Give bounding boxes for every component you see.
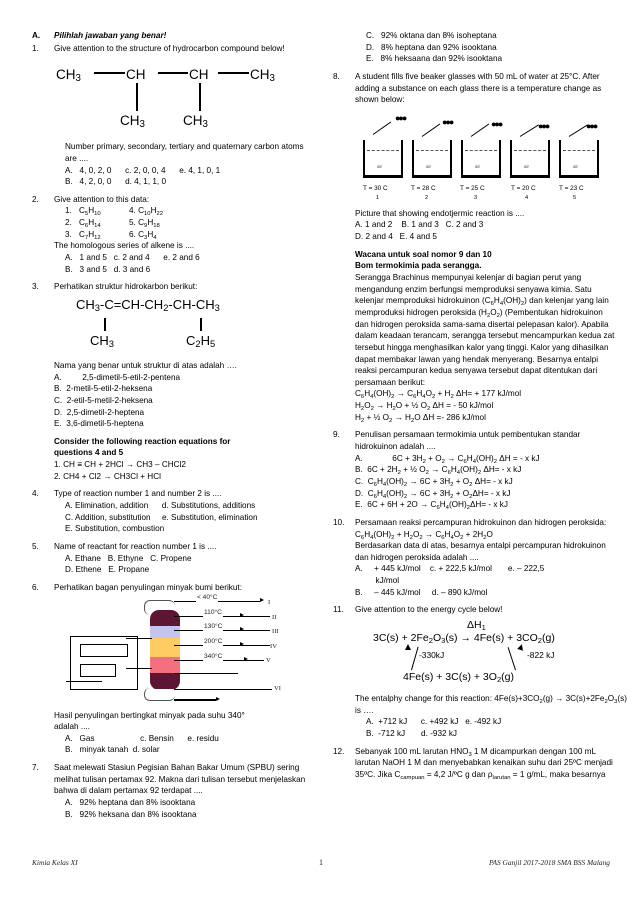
question-7-options [54, 797, 315, 820]
top-vapor-line [144, 600, 175, 615]
question-11-prompt: The entalphy change for this reaction: $4Fe(s)+3CO_2(g) \to 3C(s)+2Fe_2O_3(s)$ is …. [355, 693, 627, 715]
beaker-3 [461, 140, 501, 178]
fraction-temp-4: 200°C [204, 637, 223, 645]
question-6 [32, 582, 315, 756]
arrow-head-2 [240, 613, 244, 617]
question-5 [32, 541, 315, 576]
water-level-line [416, 150, 448, 151]
passage-body: Serangga Brachinus mempunyai kelenjar di bagian perut yang mengandung enzim berfungsi memproduksi senyawa kimia. Satu kelenjar memproduksi hidrokuinon $(C_6H_4(OH)_2)$ dan kelenjar yang lain memproduksi hidrogen peroksida $(H_2O_2)$ (Pembentukan hidrokuinon dan hidrogen peroksida sama-sama disertai pelepasan kalor). Apabila dalam keadaan terancam, serangga tersebut mencampurkan kedua zat tersebut hingga menghasilkan kalor yang tinggi. Kalor yang dihasilkan dapat membakar lawan yang hendak menyerang. Besarnya entalpi reaksi percampuran kedua senyawa tersebut dapat ditentukan dari persamaan berikut: [355, 273, 615, 387]
option-row[interactable]: A. 4, 0, 2, 0 c. 2, 0, 0, 4 e. 4, 1, 0, 1 [65, 165, 221, 175]
question-11-options [355, 716, 627, 739]
option-row[interactable]: B. -712 kJ d. -932 kJ [366, 728, 458, 738]
option-row[interactable]: D. 2,5-dimetil-2-heptena [54, 407, 145, 417]
passage-heading-1: Wacana untuk soal nomor 9 dan 10 [355, 249, 492, 259]
option-row[interactable]: B. 2-metil-5-etil-2-heksena [54, 384, 153, 394]
beaker-5 [559, 140, 599, 178]
substance-particles-2: ●●● [442, 116, 453, 127]
beaker-index-1: 1 [376, 194, 380, 201]
option-row[interactable]: C. 92% oktana dan 8% isoheptana [366, 31, 497, 40]
question-12-number: 12. [333, 746, 345, 756]
branch-bond-1 [104, 318, 106, 331]
substance-particles-5: ●●● [586, 120, 597, 131]
question-2-data-list [54, 205, 315, 240]
water-level-line [367, 150, 399, 151]
question-10-stem-2: Berdasarkan data di atas, besarnya entalpi percampuran hidrokuinon dan hidrogen peroksida adalah .... [355, 541, 606, 562]
question-6-prompt-line-2: adalah .... [54, 722, 90, 732]
outlet-pipe-6 [174, 673, 238, 675]
left-column [32, 30, 315, 820]
question-11-number: 11. [333, 605, 344, 615]
cycle-top-equation: $3C(s) + 2Fe_2O_3(s) \to 4Fe(s) + 3CO_2(g)$ [373, 631, 555, 645]
option-row[interactable]: A. 1 and 5 c. 2 and 4 e. 2 and 6 [65, 253, 200, 263]
alkene-structure-diagram [54, 296, 315, 358]
energy-cycle-diagram [355, 618, 627, 690]
substance-particles-4: ●●● [538, 120, 549, 131]
question-6-number: 6. [32, 582, 39, 592]
option-row[interactable]: B. 4, 2, 0, 0 d. 4, 1, 1, 0 [65, 177, 167, 187]
water-level-line [465, 150, 497, 151]
cycle-bottom-equation: $4Fe(s) + 3C(s) + 3O_2(g)$ [403, 670, 514, 684]
question-1-options [54, 165, 315, 188]
beaker-experiment-diagram [363, 110, 613, 206]
cycle-delta-h-label: $\Delta H_1$ [467, 618, 486, 632]
question-4-stem: Type of reaction number 1 and number 2 is .... [54, 489, 222, 499]
option-row[interactable]: D. $C_6H_4(OH)_2 \to 6C + 3H_2 + O_2\Delta H= - x$ kJ [355, 488, 511, 500]
data-right: 6. $C_3H_4$ [129, 229, 157, 241]
consider-note-line-2: questions 4 and 5 [54, 448, 124, 458]
beaker-temp-2: T = 28 C [411, 184, 436, 192]
beaker-temp-5: T = 23 C [559, 184, 584, 192]
option-row[interactable]: B. 3 and 5 d. 3 and 6 [65, 264, 151, 274]
data-right: 5. $C_9H_{18}$ [129, 218, 160, 230]
question-8-number: 8. [333, 71, 340, 81]
data-left: $C_5H_{10}$ [79, 206, 101, 218]
question-8-options [355, 219, 618, 242]
heater-coil-2 [80, 664, 116, 677]
question-1-stem: Give attention to the structure of hydrocarbon compound below! [54, 43, 285, 53]
two-column-layout [32, 30, 627, 820]
data-left: $C_7H_{12}$ [79, 229, 101, 241]
reaction-equations-note [32, 436, 315, 483]
question-11-stem: Give attention to the energy cycle below! [355, 605, 503, 615]
beaker-2 [412, 140, 452, 178]
data-row [65, 205, 315, 217]
beaker-inner-mark: air [475, 164, 481, 170]
bond-c3-methyl [199, 83, 201, 111]
question-9 [333, 429, 618, 510]
arrow-head-6 [216, 697, 220, 701]
data-left: $C_6H_{14}$ [79, 218, 101, 230]
cycle-arrow-head-left [405, 644, 411, 650]
question-10-number: 10. [333, 517, 345, 527]
fraction-temp-1: < 40°C [197, 593, 218, 601]
fractional-distillation-diagram [68, 593, 326, 706]
option-row[interactable]: C. Addition, substitution e. Substitution, elimination [65, 512, 258, 522]
question-8-prompt: Picture that showing endotjermic reaction is .... [355, 208, 525, 218]
option-row[interactable]: D. 2 and 4 E. 4 and 5 [355, 232, 437, 242]
reaction-equation-1: 1. CH ≡ CH + 2HCl → CH3 – CHCl2 [54, 460, 186, 470]
outlet-pipe-residue [174, 689, 272, 691]
passage-equation-2: $H_2O_2 \to H_2O$ + ½ $O_2$ ΔH = - 50 kJ/mol [355, 401, 494, 413]
option-row[interactable]: B. minyak tanah d. solar [65, 745, 160, 755]
option-row[interactable]: A. $6C + 3H_2 + O_2 \to C_6H_4(OH)_2$ ΔH = - x kJ [355, 453, 540, 465]
reading-passage [333, 249, 618, 424]
option-row[interactable]: A. + 445 kJ/mol c. + 222,5 kJ/mol e. – 222,5 [355, 564, 545, 574]
question-2 [32, 194, 315, 275]
beaker-temp-1: T = 30 C [363, 184, 388, 192]
cycle-left-value: -330kJ [419, 649, 445, 660]
question-2-stem: Give attention to this data: [54, 194, 150, 204]
question-11 [333, 604, 627, 739]
water-level-line [514, 150, 546, 151]
question-9-options [355, 453, 618, 511]
fraction-temp-3: 130°C [204, 622, 223, 630]
beaker-4 [510, 140, 550, 178]
fraction-label-5: V [266, 656, 271, 664]
data-left-num: 2. [65, 218, 72, 228]
arrow-head-3 [240, 627, 244, 631]
beaker-index-2: 2 [425, 194, 429, 201]
question-3-options [54, 372, 315, 430]
question-7-stem: Saat melewati Stasiun Pegisian Bahan Bakar Umum (SPBU) sering melihat tulisan pertamax 92. Makna dari tulisan tersebut menjelaskan bahwa di dalam pertamax 92 terdapat .... [54, 763, 306, 796]
question-5-stem: Name of reactant for reaction number 1 is .... [54, 541, 217, 551]
question-10 [333, 517, 618, 598]
heater-coil-1 [80, 644, 128, 657]
data-row [65, 229, 315, 241]
question-4-options [54, 500, 315, 535]
structure-branch-1: $CH_3$ [120, 113, 145, 131]
beaker-inner-mark: air [426, 164, 432, 170]
data-left-num: 1. [65, 206, 72, 216]
bond-c1-c2 [94, 72, 125, 74]
arrow-head-4 [240, 642, 244, 646]
question-2-prompt: The homologous series of alkene is .... [54, 241, 195, 251]
beaker-1 [363, 140, 403, 178]
option-row[interactable]: B. 92% heksana dan 8% isooktana [65, 809, 197, 819]
option-row[interactable]: A. Elimination, addition d. Substitutions, additions [65, 501, 256, 511]
right-column [333, 30, 627, 781]
data-row [65, 217, 315, 229]
feed-pipe [126, 638, 152, 640]
bond-c2-methyl [136, 83, 138, 111]
structure-branch-2: $C_2H_5$ [186, 332, 216, 349]
structure-branch-1: $CH_3$ [90, 332, 114, 349]
cycle-right-value: -822 kJ [527, 649, 555, 660]
structure-atom-c4: $CH_3$ [250, 67, 275, 85]
arrow-head-1 [260, 598, 264, 602]
question-7-options-continued [355, 30, 618, 65]
beaker-temp-4: T = 20 C [511, 184, 536, 192]
add-substance-arrow-4 [520, 124, 539, 137]
reaction-equation-2: 2. CH4 + Cl2 → CH3Cl + HCl [54, 471, 161, 481]
cycle-arrow-head-right [517, 643, 525, 651]
question-1-prompt: Number primary, secondary, tertiary and quaternary carbon atoms are .... [65, 142, 304, 163]
section-letter: A. [32, 31, 41, 40]
option-row[interactable]: A. 92% heptana dan 8% isooktana [65, 797, 196, 807]
fraction-label-2: II [272, 613, 277, 621]
bottom-residue-line [144, 688, 175, 701]
residue-bottom-line [174, 699, 216, 701]
distillation-tower [150, 610, 180, 690]
question-10-equation: $C_6H_4(OH)_2 + H_2O_2 \to C_6H_4O_2 + 2H_2O$ [355, 529, 493, 541]
footer-left-text: Kimia Kelas XI [32, 858, 78, 867]
question-7-continued [333, 30, 618, 65]
passage-equation-3: $H_2$ + ½ $O_2 \to H_2O$ ΔH =- 286 kJ/mol [355, 412, 486, 424]
question-4 [32, 488, 315, 535]
option-row[interactable]: D. 8% heptana dan 92% isooktana [366, 42, 497, 52]
option-row[interactable]: E. Substitution, combustion [65, 524, 165, 534]
data-right: 4. $C_{10}H_{22}$ [129, 206, 164, 218]
option-row[interactable]: B. – 445 kJ/mol d. – 890 kJ/mol [355, 587, 488, 597]
structure-atom-c2: CH [126, 67, 146, 83]
question-6-prompt-line-1: Hasil penyulingan bertingkat minyak pada suhu 340° [54, 710, 245, 720]
question-5-options [54, 553, 315, 576]
question-3 [32, 281, 315, 429]
beaker-inner-mark: air [573, 164, 579, 170]
structure-atom-c1: $CH_3$ [56, 67, 81, 85]
structure-main-chain: $CH_3-C=CH-CH_2-CH-CH_3$ [76, 296, 220, 313]
beaker-index-3: 3 [474, 194, 478, 201]
tower-band-3 [150, 638, 180, 657]
beaker-temp-3: T = 25 C [460, 184, 485, 192]
question-2-options [54, 252, 315, 275]
structure-branch-2: $CH_3$ [183, 113, 208, 131]
return-pipe [126, 668, 152, 670]
add-substance-arrow-1 [373, 121, 392, 134]
question-4-number: 4. [32, 489, 39, 499]
question-8-stem: A student fills five beaker glasses with 50 mL of water at 25°C. After adding a substance on each glass there is a temperature change as shown below: [355, 71, 602, 105]
beaker-index-4: 4 [525, 194, 529, 201]
option-row: kJ/mol [355, 576, 400, 586]
cycle-arrow-left [411, 647, 419, 670]
option-row[interactable]: C. $C_6H_4(OH)_2 \to 6C + 3H_2 + O_2$ ΔH= - x kJ [355, 476, 513, 488]
fraction-label-4: IV [270, 642, 277, 650]
fraction-label-3: III [272, 627, 279, 635]
beaker-index-5: 5 [573, 194, 577, 201]
arrow-head-5 [244, 657, 248, 661]
water-level-line [563, 150, 595, 151]
question-1-number: 1. [32, 43, 39, 53]
crude-oil-inlet [66, 681, 102, 683]
footer-right-text: PAS Ganjil 2017-2018 SMA BSS Malang [488, 858, 610, 867]
question-9-stem: Penulisan persamaan termokimia untuk pembentukan standar hidrokuinon adalah .... [355, 430, 581, 452]
question-3-prompt: Nama yang benar untuk struktur di atas adalah …. [54, 360, 237, 370]
option-row[interactable]: C. 2-etil-5-metil-2-heksena [54, 395, 153, 405]
option-row[interactable]: A. Gas c. Bensin e. residu [65, 733, 219, 743]
question-6-stem: Perhatikan bagan penyulingan minyak bumi berikut: [54, 582, 242, 592]
page-footer [32, 858, 610, 867]
substance-particles-3: ●●● [491, 118, 502, 129]
add-substance-arrow-2 [422, 123, 441, 136]
question-8 [333, 71, 618, 243]
question-7-number: 7. [32, 763, 39, 773]
option-row[interactable]: E. 3,6-dimetil-5-heptena [54, 419, 144, 429]
option-row[interactable]: B. $6C + 2H_2$ + ½ $O_2 \to C_6H_4(OH)_2$ ΔH= - x kJ [355, 465, 522, 477]
add-substance-arrow-3 [471, 123, 490, 136]
beaker-inner-mark: air [524, 164, 530, 170]
option-row[interactable]: D. Ethene E. Propane [65, 565, 150, 575]
question-5-number: 5. [32, 541, 39, 551]
question-1 [32, 43, 315, 188]
section-title: Pilihlah jawaban yang benar! [54, 31, 167, 40]
section-a-heading [32, 30, 315, 42]
passage-heading-2: Bom termokimia pada serangga. [355, 261, 482, 271]
substance-particles-1: ●●● [395, 112, 406, 123]
tower-band-2 [150, 626, 180, 639]
question-10-options [355, 563, 618, 598]
question-6-options [54, 733, 326, 756]
bond-c3-c4 [218, 72, 249, 74]
passage-equation-1: $C_6H_4(OH)_2 \to C_6H_4O_2 + H_2$ ΔH= + 177 kJ/mol [355, 389, 522, 401]
structure-atom-c3: CH [189, 67, 209, 83]
question-3-number: 3. [32, 282, 39, 292]
bond-c2-c3 [158, 72, 188, 74]
option-row[interactable]: A. Ethane B. Ethyne C. Propene [65, 553, 192, 563]
option-row[interactable]: A. 2,5-dimetil-5-etil-2-pentena [54, 372, 181, 382]
fraction-label-6: VI [274, 684, 281, 692]
question-3-stem: Perhatikan struktur hidrokarbon berikut: [54, 282, 198, 292]
question-10-stem-1: Persamaan reaksi percampuran hidrokuinon dan hidrogen peroksida: [355, 517, 607, 527]
question-12 [333, 746, 618, 781]
cycle-arrow-right [508, 647, 517, 670]
question-2-number: 2. [32, 194, 39, 204]
fraction-temp-2: 110°C [204, 608, 222, 616]
option-row[interactable]: A. 1 and 2 B. 1 and 3 C. 2 and 3 [355, 220, 484, 230]
question-7 [32, 762, 315, 820]
option-row[interactable]: E. 8% heksaana dan 92% isooktana [366, 54, 503, 64]
option-row[interactable]: A. +712 kJ c. +492 kJ e. -492 kJ [366, 717, 502, 727]
option-row[interactable]: E. $6C + 6H + 2O \to C_6H_4(OH)_2\Delta H= - x$ kJ [355, 500, 508, 512]
page-number: 1 [319, 858, 323, 867]
fraction-label-1: I [268, 598, 271, 606]
fraction-temp-5: 340°C [204, 652, 223, 660]
question-9-number: 9. [333, 430, 340, 440]
data-left-num: 3. [65, 229, 72, 239]
branch-bond-2 [200, 318, 202, 331]
question-12-stem: Sebanyak 100 mL larutan $HNO_3$ 1 M dicampurkan dengan 100 mL larutan NaOH 1 M dan menyebabkan kenaikan suhu dari 25ºC menjadi 35ºC. Jika $C_{campuan} = 4,2$ J/ºC g dan $\rho_{larutan} = 1$ g/mL, maka besarnya [355, 746, 613, 781]
consider-note-line-1: Consider the following reaction equations for [54, 436, 231, 446]
beaker-inner-mark: air [377, 164, 383, 170]
hydrocarbon-structure-diagram [54, 59, 315, 137]
